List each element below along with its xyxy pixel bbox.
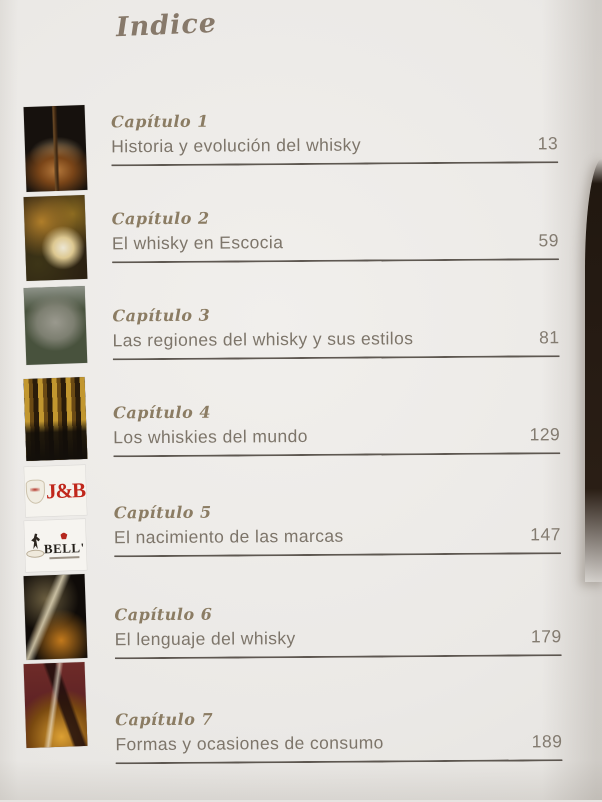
chapter-label: Capítulo 7 [115, 707, 562, 730]
divider-rule [113, 452, 560, 457]
chapter-label: Capítulo 5 [114, 500, 561, 523]
chapter-page-number: 129 [529, 424, 560, 445]
chapter-title: Los whiskies del mundo [113, 425, 308, 448]
chapter-label: Capítulo 3 [112, 303, 559, 326]
toc-entry-chapter3 [112, 303, 559, 360]
page-title: Indice [115, 8, 217, 43]
chapter-page-number: 81 [539, 327, 560, 348]
chapter-label: Capítulo 4 [113, 400, 560, 423]
chapter-title: Las regiones del whisky y sus estilos [113, 327, 414, 351]
divider-rule [113, 355, 560, 360]
chapter-page-number: 179 [531, 626, 562, 647]
divider-rule [115, 654, 562, 659]
chapter-title: El whisky en Escocia [112, 231, 284, 254]
divider-rule [116, 759, 563, 764]
bells-logo: BELL' [43, 531, 85, 558]
divider-rule [111, 161, 558, 166]
chapter-title: Formas y ocasiones de consumo [115, 731, 384, 755]
toc-entry-chapter6 [114, 602, 561, 659]
chapter-title: El nacimiento de las marcas [114, 525, 344, 549]
chapter-page-number: 147 [530, 524, 561, 545]
chapter-page-number: 59 [538, 230, 559, 251]
divider-rule [114, 552, 561, 557]
toc-entry-chapter5 [114, 500, 561, 557]
chapter-label: Capítulo 1 [111, 109, 558, 132]
toc-entry-chapter1 [111, 109, 558, 166]
chapter-page-number: 13 [538, 133, 559, 154]
toc-entry-chapter2 [112, 206, 559, 263]
chapter-title: Historia y evolución del whisky [111, 134, 361, 158]
chapter-page-number: 189 [532, 731, 563, 752]
chapter-title: El lenguaje del whisky [115, 627, 296, 650]
chapter-label: Capítulo 6 [114, 602, 561, 625]
chapter-label: Capítulo 2 [112, 206, 559, 229]
jb-logo: J&B [46, 479, 86, 501]
toc-entry-chapter7 [115, 707, 562, 764]
toc-entry-chapter4 [113, 400, 560, 457]
divider-rule [112, 258, 559, 263]
